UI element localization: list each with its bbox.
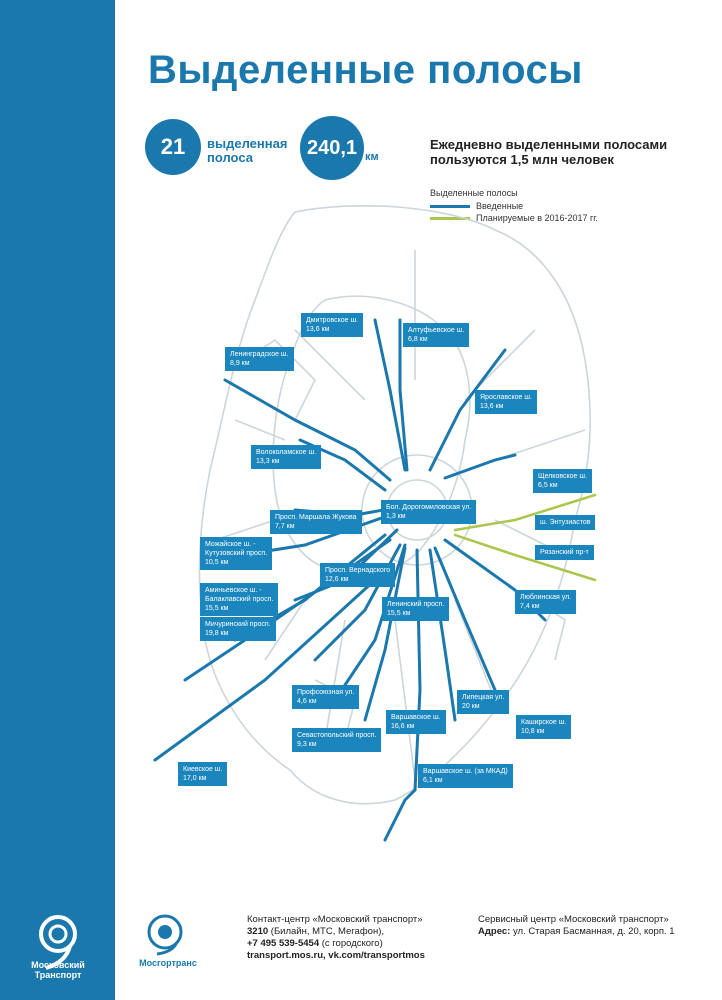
- label-leningradskoe: Ленинградское ш. 8,9 км: [225, 347, 294, 371]
- label-volokolamskoe: Волоколамское ш. 13,3 км: [251, 445, 321, 469]
- lanes-caption: выделенная полоса: [207, 136, 288, 165]
- service-address-label: Адрес:: [478, 926, 511, 937]
- label-kievskoe: Киевское ш. 17,0 км: [178, 762, 227, 786]
- sidebar-band: [0, 0, 115, 1000]
- lanes-count: 21: [160, 134, 186, 159]
- main-panel: [115, 0, 722, 1000]
- label-leninsky: Ленинский просп. 15,5 км: [382, 597, 449, 621]
- lane-varshavskoe: [415, 550, 420, 790]
- label-ryazansky: Рязанский пр-т: [535, 545, 594, 560]
- total-length-unit: км: [365, 151, 379, 163]
- contact-title: Контакт-центр «Московский транспорт»: [247, 914, 423, 925]
- label-varshavskoe-mkad: Варшавское ш. (за МКАД) 6,1 км: [418, 764, 513, 788]
- moscow-transport-logo-icon: [0, 0, 115, 1000]
- daily-ridership-text: Ежедневно выделенными полосами пользуются 1,5 млн человек: [430, 137, 668, 167]
- legend-label-existing: Введенные: [476, 201, 524, 211]
- contact-phone-line: [247, 938, 462, 950]
- label-kutuzovsky: Можайское ш. - Кутузовский просп. 10,5 км: [200, 537, 272, 570]
- service-address: ул. Старая Басманная, д. 20, корп. 1: [510, 926, 675, 937]
- label-michurinsky: Мичуринский просп. 19,8 км: [200, 617, 276, 641]
- contact-short-line: [247, 926, 462, 938]
- legend-title: Выделенные полосы: [430, 188, 518, 198]
- label-varshavskoe: Варшавское ш. 16,6 км: [386, 710, 446, 734]
- contact-short-number: 3210: [247, 926, 269, 937]
- label-aminevskoe: Аминьевское ш. - Балаклавский просп. 15,5 км: [200, 583, 278, 616]
- contact-phone-note: (с городского): [319, 938, 383, 949]
- label-entuziastov: ш. Энтузиастов: [535, 515, 595, 530]
- label-lipetskaya: Липецкая ул. 20 км: [457, 690, 509, 714]
- label-altufevskoe: Алтуфьевское ш. 6,8 км: [403, 323, 469, 347]
- label-shchelkovskoe: Щелковское ш. 6,5 км: [533, 469, 592, 493]
- page-title: Выделенные полосы: [148, 48, 583, 92]
- label-lyublinskaya: Люблинская ул. 7,4 км: [515, 590, 576, 614]
- total-length-value: 240,1: [306, 136, 358, 159]
- service-center: [478, 914, 718, 938]
- label-vernadskogo: Просп. Вернадского 12,6 км: [320, 563, 395, 587]
- label-yaroslavskoe: Ярославское ш. 13,6 км: [475, 390, 537, 414]
- service-title: Сервисный центр «Московский транспорт»: [478, 914, 669, 925]
- mosgortrans-logo-icon: [135, 910, 195, 956]
- contact-phone: +7 495 539-5454: [247, 938, 320, 949]
- label-marshala-zhukova: Просп. Маршала Жукова 7,7 км: [270, 510, 362, 534]
- moscow-transport-logo-text: Московский Транспорт: [31, 960, 85, 980]
- service-address-line: [478, 926, 718, 938]
- legend-label-planned: Планируемые в 2016-2017 гг.: [476, 213, 598, 223]
- label-kashirskoe: Каширское ш. 10,8 км: [516, 715, 571, 739]
- label-dorogomilovskaya: Бол. Дорогомиловская ул. 1,3 км: [381, 500, 476, 524]
- lane-shchelkovskoe: [445, 455, 515, 478]
- contact-short-note: (Билайн, МТС, Мегафон),: [268, 926, 384, 937]
- contact-sites[interactable]: transport.mos.ru, vk.com/transportmos: [247, 950, 425, 961]
- mosgortrans-logo-text: Мосгортранс: [139, 958, 197, 968]
- label-sevastopolsky: Севастопольский просп. 9,3 км: [292, 728, 381, 752]
- lane-lipetskaya: [430, 550, 455, 720]
- contact-center: [247, 914, 462, 962]
- label-dmitrovskoe: Дмитровское ш. 13,6 км: [301, 313, 363, 337]
- label-profsoyuznaya: Профсоюзная ул. 4,6 км: [292, 685, 359, 709]
